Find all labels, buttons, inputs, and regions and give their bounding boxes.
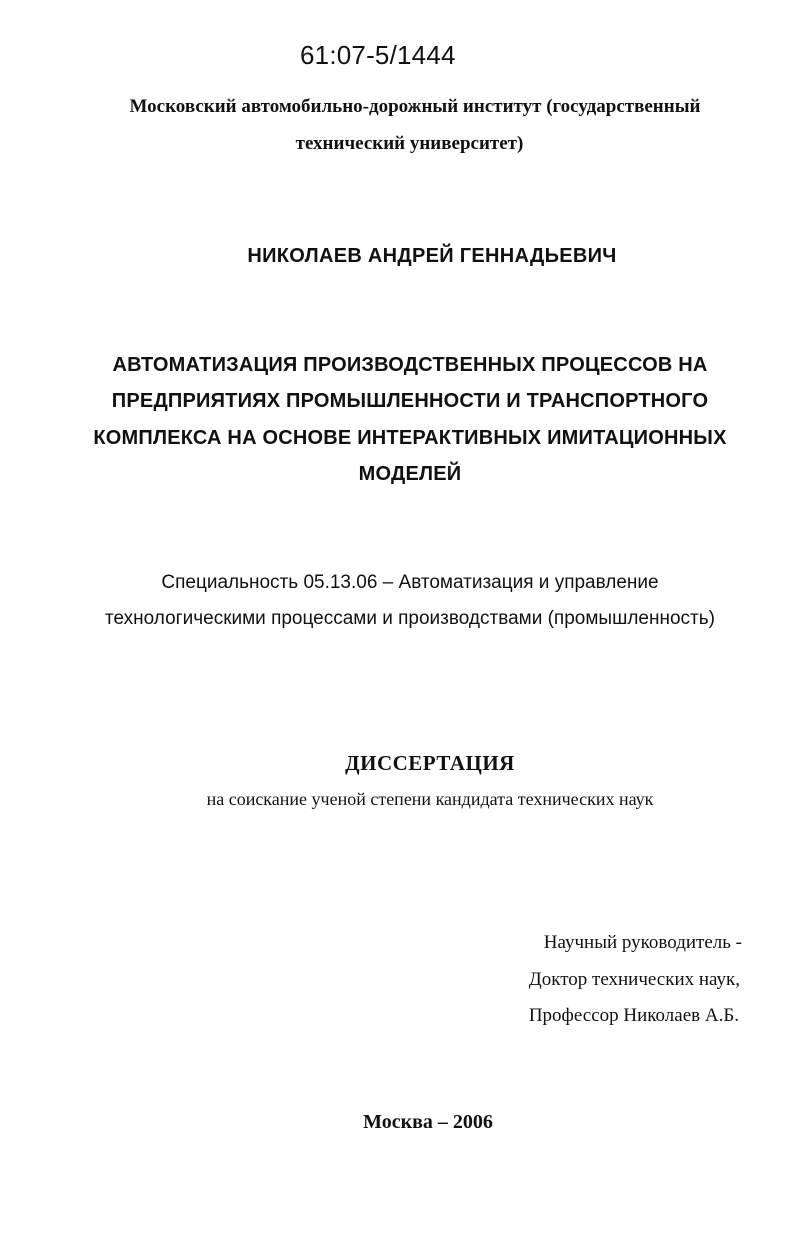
advisor-role: Научный руководитель - bbox=[543, 932, 742, 953]
specialty-line: технологическими процессами и производствами (промышленность) bbox=[105, 608, 715, 629]
title-line: МОДЕЛЕЙ bbox=[358, 463, 462, 485]
institute-line: Московский автомобильно-дорожный институт (государственный bbox=[129, 96, 701, 117]
institute-line: технический университет) bbox=[295, 133, 524, 154]
advisor-degree: Доктор технических наук, bbox=[528, 969, 740, 990]
thesis-type-heading: ДИССЕРТАЦИЯ bbox=[345, 751, 515, 775]
specialty-line: Специальность 05.13.06 – Автоматизация и управление bbox=[161, 572, 659, 593]
thesis-purpose: на соискание ученой степени кандидата технических наук bbox=[206, 789, 654, 809]
title-line: КОМПЛЕКСА НА ОСНОВЕ ИНТЕРАКТИВНЫХ ИМИТАЦИОННЫХ bbox=[93, 427, 727, 449]
author-name: НИКОЛАЕВ АНДРЕЙ ГЕННАДЬЕВИЧ bbox=[247, 245, 617, 267]
title-line: АВТОМАТИЗАЦИЯ ПРОИЗВОДСТВЕННЫХ ПРОЦЕССОВ НА bbox=[112, 354, 708, 376]
title-line: ПРЕДПРИЯТИЯХ ПРОМЫШЛЕННОСТИ И ТРАНСПОРТНОГО bbox=[111, 390, 709, 412]
advisor-name: Профессор Николаев А.Б. bbox=[528, 1005, 739, 1026]
city-year: Москва – 2006 bbox=[363, 1111, 493, 1133]
document-number: 61:07-5/1444 bbox=[300, 40, 456, 70]
